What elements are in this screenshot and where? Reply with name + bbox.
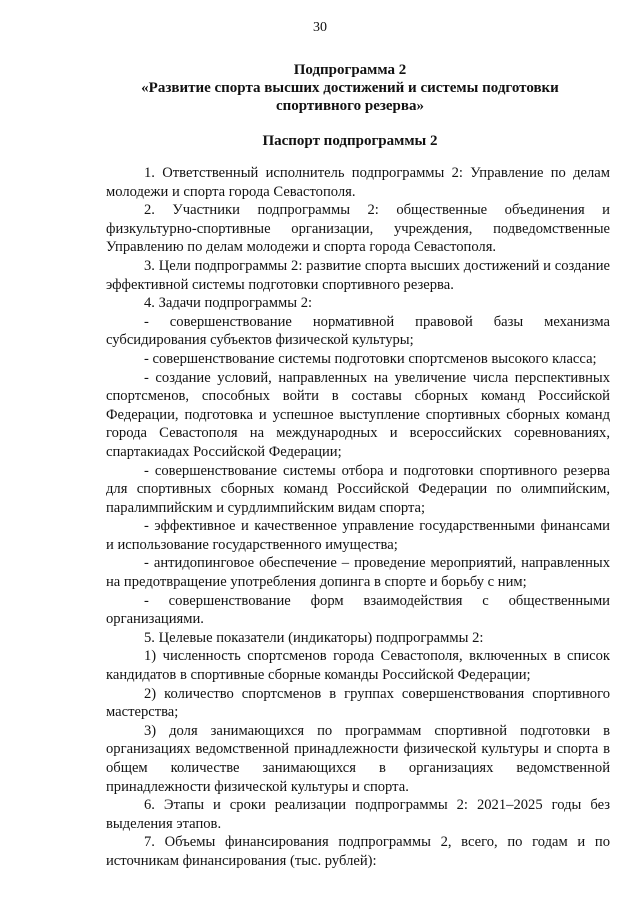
task-item: - совершенствование системы подготовки спортсменов высокого класса; (144, 350, 597, 367)
task-item: - создание условий, направленных на увеличение числа перспективных спортсменов, способных войти в составы сборных команд Российской Федерации, подготовка и успешное выступление спортивных сборных команд города Севастополя на международных и всероссийских соревнованиях, спартакиадах Российской Федерации; (106, 369, 610, 460)
subprogram-name-line1: «Развитие спорта высших достижений и системы подготовки (141, 80, 559, 96)
subprogram-name-line2: спортивного резерва» (275, 98, 424, 114)
task-item: - совершенствование нормативной правовой базы механизма субсидирования субъектов физической культуры; (106, 313, 610, 349)
paragraph-participants: 2. Участники подпрограммы 2: общественные объединения и физкультурно-спортивные организации, учреждения, подведомственные Управлению по делам молодежи и спорта города Севастополя. (106, 202, 610, 256)
paragraph-stages: 6. Этапы и сроки реализации подпрограммы 2: 2021–2025 годы без выделения этапов. (106, 797, 610, 832)
subprogram-title: Подпрограмма 2 (293, 62, 407, 78)
task-item: - антидопинговое обеспечение – проведение мероприятий, направленных на предотвращение употребления допинга в спорте и борьбу с ним; (106, 555, 610, 591)
paragraph-goals: 3. Цели подпрограммы 2: развитие спорта высших достижений и создание эффективной системы подготовки спортивного резерва. (106, 257, 610, 293)
task-item: - совершенствование системы отбора и подготовки спортивного резерва для спортивных сборных команд Российской Федерации по олимпийским, паралимпийским и сурдлимпийским видам спорта; (106, 462, 610, 516)
paragraph-financing: 7. Объемы финансирования подпрограммы 2, всего, по годам и по источникам финансирования (тыс. рублей): (106, 834, 610, 869)
page-number: 30 (313, 20, 327, 35)
task-item: - эффективное и качественное управление государственными финансами и использование государственного имущества; (106, 518, 610, 553)
paragraph-tasks-heading: 4. Задачи подпрограммы 2: (144, 295, 313, 312)
task-item: - совершенствование форм взаимодействия с общественными организациями. (106, 592, 610, 628)
indicator-item: 3) доля занимающихся по программам спортивной подготовки в организациях ведомственной принадлежности физической культуры и спорта в общем количестве занимающихся в организациях ведомственной принадлежности физической культуры и спорта. (106, 722, 610, 795)
indicator-item: 1) численность спортсменов города Севастополя, включенных в список кандидатов в спортивные сборные команды Российской Федерации; (106, 648, 610, 684)
indicator-item: 2) количество спортсменов в группах совершенствования спортивного мастерства; (106, 685, 610, 721)
paragraph-responsible-executor: 1. Ответственный исполнитель подпрограммы 2: Управление по делам молодежи и спорта города Севастополя. (106, 165, 610, 200)
passport-title: Паспорт подпрограммы 2 (262, 133, 438, 149)
passport-body (106, 164, 610, 871)
paragraph-indicators-heading: 5. Целевые показатели (индикаторы) подпрограммы 2: (144, 629, 484, 646)
